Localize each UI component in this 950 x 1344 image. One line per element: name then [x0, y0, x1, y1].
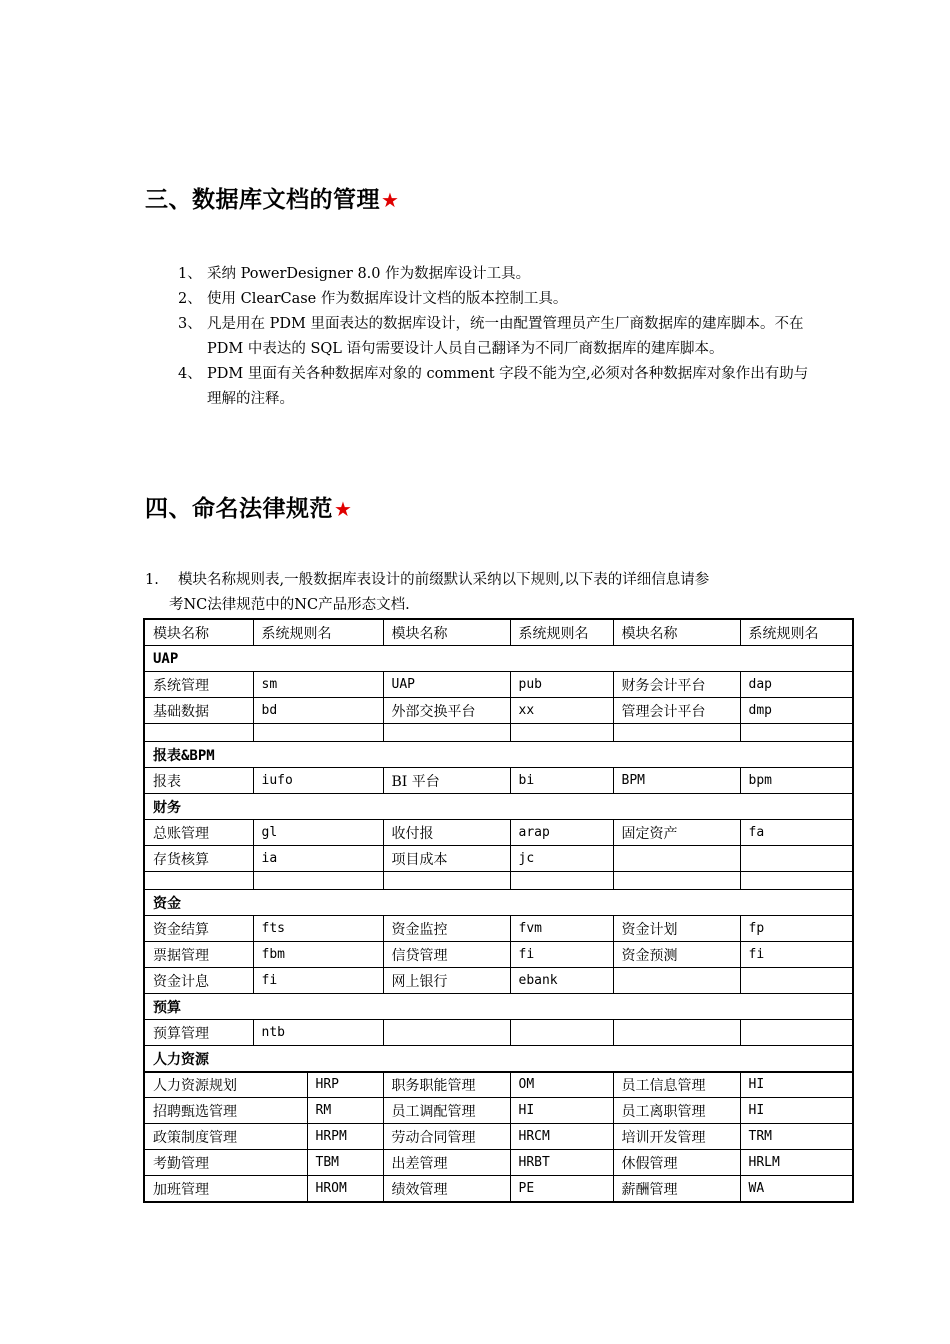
table-row [144, 1098, 853, 1124]
list-item-text: 使用 ClearCase 作为数据库设计文档的版本控制工具。 [207, 291, 568, 307]
table-row [144, 768, 853, 794]
star-icon: ★ [334, 497, 353, 521]
rule-name-cell: bi [510, 768, 613, 794]
rule-name-cell: fvm [510, 916, 613, 942]
module-name-cell: 固定资产 [613, 820, 740, 846]
section-4-intro [145, 568, 825, 618]
rule-name-cell: dap [740, 672, 853, 698]
section-title: 财务 [144, 794, 853, 820]
header-cell: 系统规则名 [253, 619, 383, 646]
rule-name-cell: fts [253, 916, 383, 942]
rule-name-cell: fi [253, 968, 383, 994]
table-row [144, 1176, 853, 1203]
rule-name-cell: iufo [253, 768, 383, 794]
module-name-cell: 存货核算 [144, 846, 253, 872]
section-3-list [178, 262, 818, 412]
header-cell: 系统规则名 [510, 619, 613, 646]
rule-name-cell: HI [740, 1098, 853, 1124]
table-row [144, 672, 853, 698]
list-item [178, 287, 818, 312]
module-name-cell: 资金预测 [613, 942, 740, 968]
header-cell: 模块名称 [613, 619, 740, 646]
rule-name-cell: HRLM [740, 1150, 853, 1176]
list-item-number: 1、 [178, 266, 202, 282]
rule-name-cell: fi [510, 942, 613, 968]
list-item-text: 采纳 PowerDesigner 8.0 作为数据库设计工具。 [207, 266, 531, 282]
rule-name-cell [740, 968, 853, 994]
rule-name-cell: gl [253, 820, 383, 846]
section-row [144, 994, 853, 1020]
module-name-cell: 外部交换平台 [383, 698, 510, 724]
module-name-cell: 员工离职管理 [613, 1098, 740, 1124]
table-header-row [144, 619, 853, 646]
rule-name-cell: ia [253, 846, 383, 872]
module-name-cell: 信贷管理 [383, 942, 510, 968]
rule-name-cell: arap [510, 820, 613, 846]
section-3-heading [145, 181, 399, 214]
module-name-cell [383, 1020, 510, 1046]
rule-name-cell: WA [740, 1176, 853, 1203]
module-name-cell: 总账管理 [144, 820, 253, 846]
module-name-cell: 休假管理 [613, 1150, 740, 1176]
list-item-text: 凡是用在 PDM 里面表达的数据库设计，统一由配置管理员产生厂商数据库的建库脚本。不在 PDM 中表达的 SQL 语句需要设计人员自己翻译为不同厂商数据库的建库脚本。 [207, 316, 804, 357]
rule-name-cell [740, 846, 853, 872]
rule-name-cell: HRPM [307, 1124, 383, 1150]
section-4-heading [145, 490, 352, 523]
rule-name-cell: TBM [307, 1150, 383, 1176]
table-row [144, 1020, 853, 1046]
rule-name-cell: fi [740, 942, 853, 968]
header-cell: 模块名称 [144, 619, 253, 646]
rule-name-cell: RM [307, 1098, 383, 1124]
blank-row [144, 872, 853, 890]
intro-line-1: 模块名称规则表,一般数据库表设计的前缀默认采纳以下规则,以下表的详细信息请参 [178, 572, 710, 588]
module-name-cell: 政策制度管理 [144, 1124, 307, 1150]
list-item-number: 3、 [178, 316, 202, 332]
rule-name-cell: HRBT [510, 1150, 613, 1176]
module-name-cell: UAP [383, 672, 510, 698]
rule-name-cell: HI [740, 1072, 853, 1098]
rule-name-cell: HI [510, 1098, 613, 1124]
rule-name-cell: ebank [510, 968, 613, 994]
section-row [144, 890, 853, 916]
rule-name-cell: ntb [253, 1020, 383, 1046]
list-item [178, 262, 818, 287]
module-name-cell: BI 平台 [383, 768, 510, 794]
list-item-number: 2、 [178, 291, 202, 307]
list-item-text: PDM 里面有关各种数据库对象的 comment 字段不能为空,必须对各种数据库对象作出有助与理解的注释。 [207, 366, 809, 407]
table-row [144, 1072, 853, 1098]
module-name-cell: 员工调配管理 [383, 1098, 510, 1124]
module-name-cell: 预算管理 [144, 1020, 253, 1046]
section-title: 报表&BPM [144, 742, 853, 768]
section-title: 人力资源 [144, 1046, 853, 1073]
section-row [144, 1046, 853, 1073]
table-row [144, 698, 853, 724]
rule-name-cell: xx [510, 698, 613, 724]
section-title: 预算 [144, 994, 853, 1020]
rule-name-cell: fp [740, 916, 853, 942]
table-row [144, 846, 853, 872]
module-naming-table [143, 618, 854, 1073]
module-name-cell: 出差管理 [383, 1150, 510, 1176]
module-name-cell: 项目成本 [383, 846, 510, 872]
hr-naming-table [143, 1071, 854, 1203]
module-name-cell: 加班管理 [144, 1176, 307, 1203]
rule-name-cell [510, 1020, 613, 1046]
rule-name-cell [740, 1020, 853, 1046]
rule-name-cell: TRM [740, 1124, 853, 1150]
section-title: UAP [144, 646, 853, 672]
table-row [144, 942, 853, 968]
rule-name-cell: fa [740, 820, 853, 846]
module-name-cell: 绩效管理 [383, 1176, 510, 1203]
rule-name-cell: OM [510, 1072, 613, 1098]
section-4-title: 四、命名法律规范 [145, 496, 333, 522]
intro-line-2: 考NC法律规范中的NC产品形态文档. [169, 597, 410, 613]
list-item [178, 362, 818, 412]
module-name-cell [613, 846, 740, 872]
module-name-cell: 培训开发管理 [613, 1124, 740, 1150]
section-row [144, 794, 853, 820]
rule-name-cell: fbm [253, 942, 383, 968]
rule-name-cell: bpm [740, 768, 853, 794]
table-row [144, 1124, 853, 1150]
module-name-cell: 收付报 [383, 820, 510, 846]
module-name-cell: 招聘甄选管理 [144, 1098, 307, 1124]
table-row [144, 1150, 853, 1176]
module-name-cell: BPM [613, 768, 740, 794]
rule-name-cell: HROM [307, 1176, 383, 1203]
module-name-cell: 财务会计平台 [613, 672, 740, 698]
rule-name-cell: dmp [740, 698, 853, 724]
list-item [178, 312, 818, 362]
module-name-cell: 网上银行 [383, 968, 510, 994]
module-name-cell: 资金监控 [383, 916, 510, 942]
module-name-cell [613, 968, 740, 994]
section-row [144, 646, 853, 672]
section-3-title: 三、数据库文档的管理 [145, 187, 380, 213]
rule-name-cell: PE [510, 1176, 613, 1203]
header-cell: 系统规则名 [740, 619, 853, 646]
module-name-cell: 基础数据 [144, 698, 253, 724]
module-name-cell: 管理会计平台 [613, 698, 740, 724]
module-name-cell: 考勤管理 [144, 1150, 307, 1176]
section-row [144, 742, 853, 768]
blank-row [144, 724, 853, 742]
rule-name-cell: HRCM [510, 1124, 613, 1150]
module-name-cell: 人力资源规划 [144, 1072, 307, 1098]
module-name-cell: 薪酬管理 [613, 1176, 740, 1203]
list-item-number: 4、 [178, 366, 202, 382]
table-row [144, 968, 853, 994]
module-name-cell: 资金结算 [144, 916, 253, 942]
section-title: 资金 [144, 890, 853, 916]
intro-number: 1. [145, 572, 159, 588]
rule-name-cell: jc [510, 846, 613, 872]
module-name-cell: 劳动合同管理 [383, 1124, 510, 1150]
module-name-cell: 职务职能管理 [383, 1072, 510, 1098]
module-name-cell: 系统管理 [144, 672, 253, 698]
rule-name-cell: HRP [307, 1072, 383, 1098]
table-row [144, 916, 853, 942]
rule-name-cell: pub [510, 672, 613, 698]
module-name-cell: 票据管理 [144, 942, 253, 968]
rule-name-cell: sm [253, 672, 383, 698]
module-name-cell [613, 1020, 740, 1046]
module-name-cell: 员工信息管理 [613, 1072, 740, 1098]
header-cell: 模块名称 [383, 619, 510, 646]
star-icon: ★ [381, 188, 400, 212]
table-row [144, 820, 853, 846]
rule-name-cell: bd [253, 698, 383, 724]
module-name-cell: 资金计息 [144, 968, 253, 994]
module-name-cell: 报表 [144, 768, 253, 794]
module-name-cell: 资金计划 [613, 916, 740, 942]
